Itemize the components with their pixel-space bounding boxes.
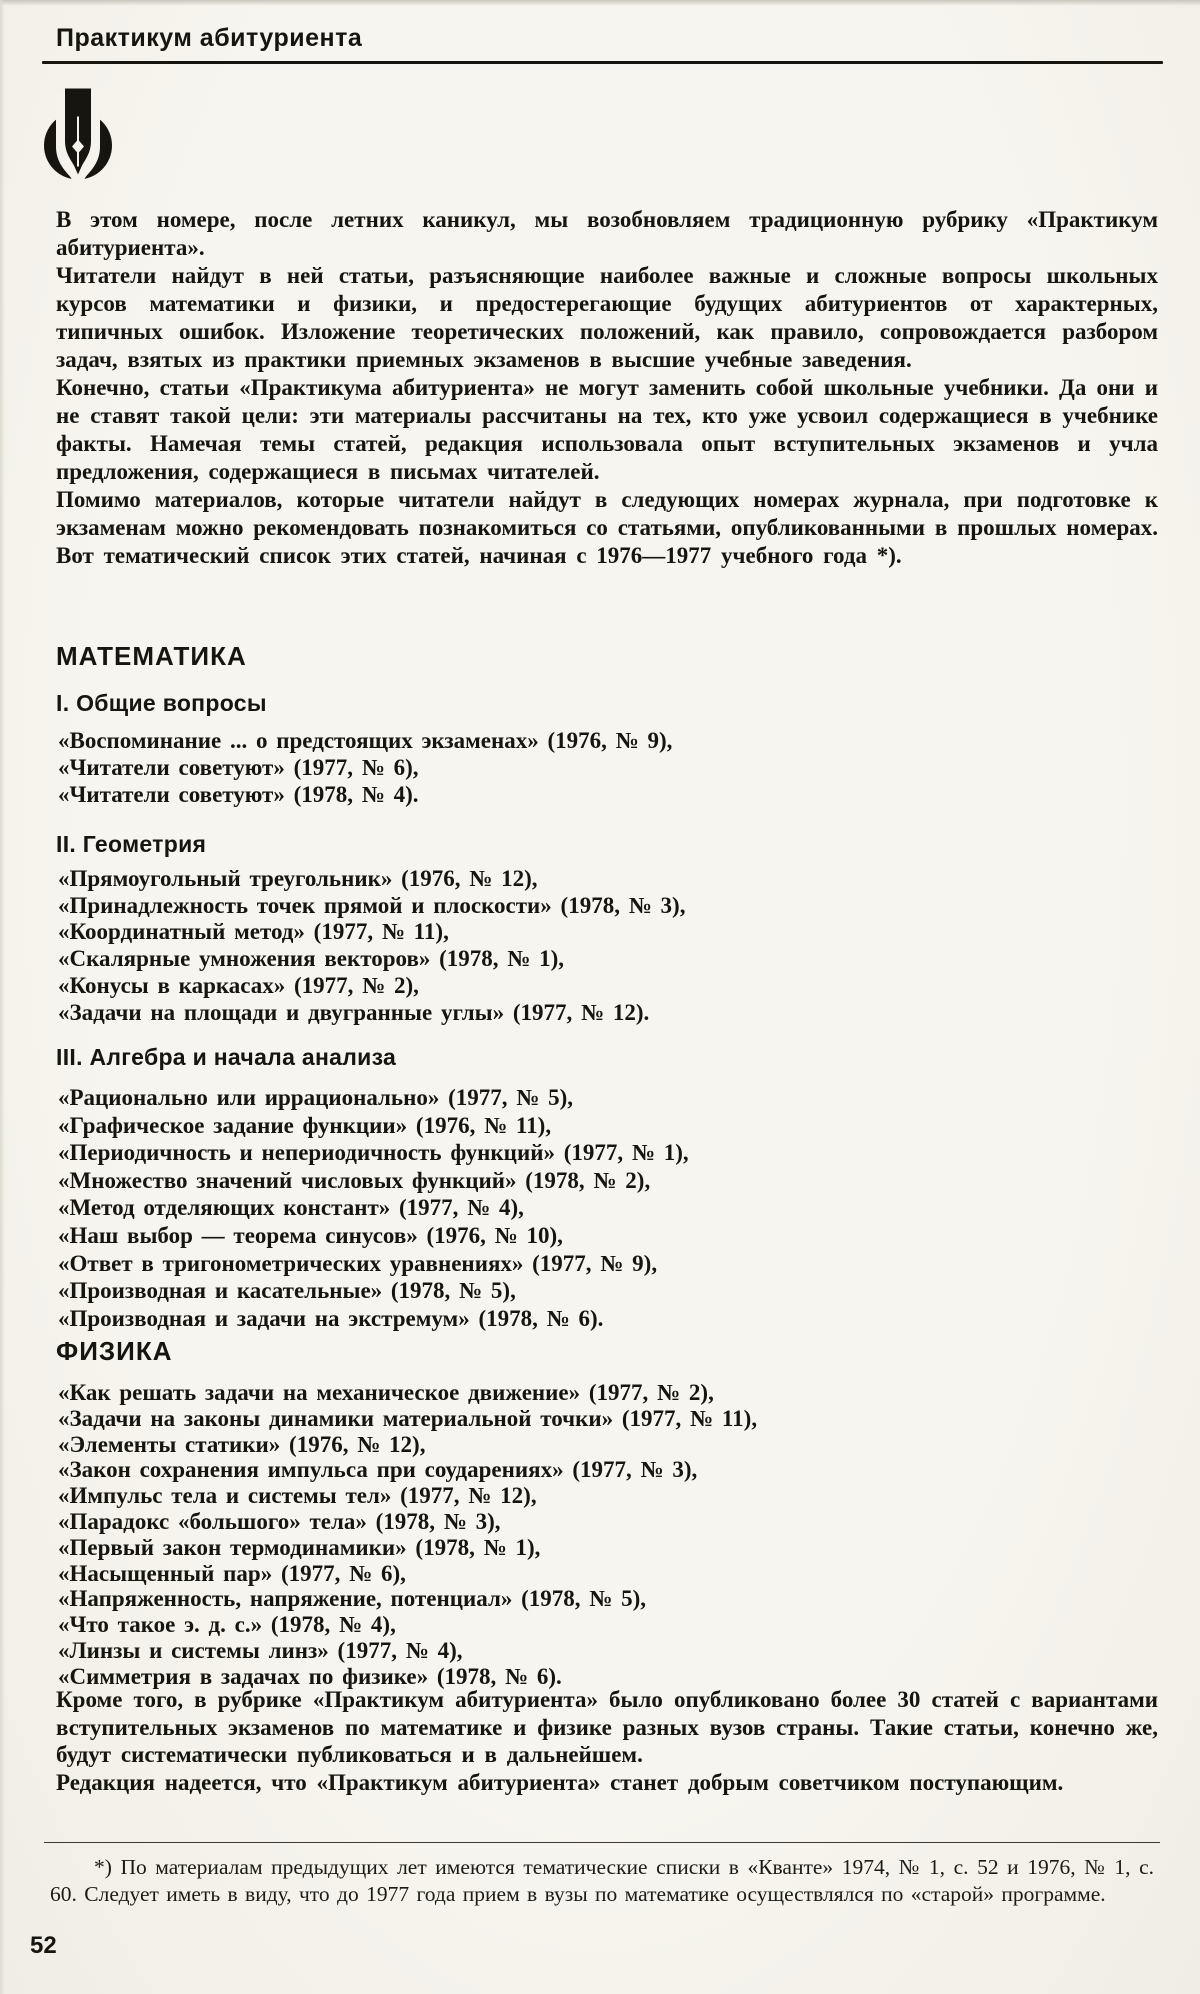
- footnote-text: *) По материалам предыдущих лет имеются тематические списки в «Кванте» 1974, № 1, с. 52 и 1976, № 1, с. 60. Следует иметь в виду, что до 1977 года прием в вузы по математике осуществлялся по «старой» программе.: [50, 1855, 1154, 1906]
- article-list-physics: [58, 1380, 1160, 1690]
- closing-text-block: [56, 1686, 1158, 1796]
- intro-paragraph: Помимо материалов, которые читатели найдут в следующих номерах журнала, при подготовке к экзаменам можно рекомендовать познакомиться со статьями, опубликованными в прошлых номерах. Вот тематический список этих статей, начиная с 1976—1977 учебного года *).: [56, 487, 1158, 568]
- subsection-heading-geometry: II. Геометрия: [56, 831, 207, 857]
- article-list-item: «Периодичность и непериодичность функций» (1977, № 1),: [58, 1140, 689, 1166]
- article-list-item: «Симметрия в задачах по физике» (1978, № 6).: [58, 1663, 562, 1689]
- intro-paragraph: Читатели найдут в ней статьи, разъясняющие наиболее важные и сложные вопросы школьных курсов математики и физики, и предостерегающие будущих абитуриентов от характерных, типичных ошибок. Изложение теоретических положений, как правило, сопровождается разбором задач, взятых из практики приемных экзаменов в высшие учебные заведения.: [56, 263, 1158, 372]
- article-list-item: «Читатели советуют» (1977, № 6),: [58, 755, 419, 780]
- article-list-item: «Наш выбор — теорема синусов» (1976, № 10),: [58, 1222, 563, 1248]
- pen-nib-icon: [38, 88, 118, 196]
- article-list-item: «Ответ в тригонометрических уравнениях» (1977, № 9),: [58, 1250, 658, 1276]
- intro-paragraph: Конечно, статьи «Практикума абитуриента» не могут заменить собой школьные учебники. Да они и не ставят такой цели: эти материалы рассчитаны на тех, кто уже усвоил содержащиеся в учебнике факты. Намечая темы статей, редакция использовала опыт вступительных экзаменов и учла предложения, содержащиеся в письмах читателей.: [56, 375, 1158, 484]
- article-list-item: «Насыщенный пар» (1977, № 6),: [58, 1560, 406, 1586]
- footnote-rule: [44, 1842, 1160, 1843]
- article-list-item: «Производная и задачи на экстремум» (1978, № 6).: [58, 1305, 604, 1331]
- article-list-item: «Воспоминание ... о предстоящих экзаменах» (1976, № 9),: [58, 728, 673, 753]
- article-list-general: [58, 727, 1160, 808]
- article-list-item: «Элементы статики» (1976, № 12),: [58, 1431, 426, 1457]
- intro-paragraph: В этом номере, после летних каникул, мы возобновляем традиционную рубрику «Практикум абитуриента».: [56, 207, 1158, 260]
- article-list-item: «Первый закон термодинамики» (1978, № 1),: [58, 1534, 541, 1560]
- article-list-item: «Что такое э. д. с.» (1978, № 4),: [58, 1612, 396, 1638]
- article-list-item: «Принадлежность точек прямой и плоскости» (1978, № 3),: [58, 892, 686, 918]
- intro-text-block: [56, 206, 1158, 570]
- scan-edge-left: [0, 0, 5, 1994]
- article-list-item: «Закон сохранения импульса при соударениях» (1977, № 3),: [58, 1457, 698, 1483]
- article-list-item: «Напряженность, напряжение, потенциал» (1978, № 5),: [58, 1586, 647, 1612]
- subsection-heading-general-questions: I. Общие вопросы: [56, 690, 267, 716]
- article-list-item: «Конусы в каркасах» (1977, № 2),: [58, 972, 419, 998]
- article-list-item: «Читатели советуют» (1978, № 4).: [58, 782, 419, 807]
- article-list-item: «Как решать задачи на механическое движение» (1977, № 2),: [58, 1380, 714, 1405]
- article-list-geometry: [58, 866, 1160, 1026]
- page-number: 52: [30, 1932, 57, 1959]
- article-list-item: «Графическое задание функции» (1976, № 11),: [58, 1112, 552, 1138]
- article-list-item: «Задачи на законы динамики материальной точки» (1977, № 11),: [58, 1405, 758, 1431]
- article-list-algebra: [58, 1084, 1160, 1332]
- scan-edge-top: [0, 0, 1200, 6]
- article-list-item: «Задачи на площади и двугранные углы» (1977, № 12).: [58, 999, 650, 1025]
- article-list-item: «Прямоугольный треугольник» (1976, № 12),: [58, 866, 538, 891]
- rubric-masthead: Практикум абитуриента: [56, 24, 363, 52]
- masthead-rule: [42, 61, 1163, 64]
- closing-paragraph: Редакция надеется, что «Практикум абитуриента» станет добрым советчиком поступающим.: [56, 1769, 1064, 1795]
- closing-paragraph: Кроме того, в рубрике «Практикум абитуриента» было опубликовано более 30 статей с вариантами вступительных экзаменов по математике и физике разных вузов страны. Такие статьи, конечно же, будут систематически публиковаться и в дальнейшем.: [56, 1687, 1158, 1768]
- section-heading-mathematics: МАТЕМАТИКА: [56, 641, 247, 671]
- article-list-item: «Координатный метод» (1977, № 11),: [58, 919, 449, 945]
- article-list-item: «Метод отделяющих констант» (1977, № 4),: [58, 1195, 524, 1221]
- article-list-item: «Рационально или иррационально» (1977, № 5),: [58, 1085, 574, 1110]
- subsection-heading-algebra: III. Алгебра и начала анализа: [56, 1044, 397, 1070]
- section-heading-physics: ФИЗИКА: [56, 1336, 173, 1366]
- article-list-item: «Импульс тела и системы тел» (1977, № 12),: [58, 1483, 537, 1509]
- article-list-item: «Линзы и системы линз» (1977, № 4),: [58, 1637, 463, 1663]
- article-list-item: «Скалярные умножения векторов» (1978, № 1),: [58, 946, 565, 972]
- article-list-item: «Парадокс «большого» тела» (1978, № 3),: [58, 1508, 501, 1534]
- article-list-item: «Производная и касательные» (1978, № 5),: [58, 1278, 516, 1304]
- article-list-item: «Множество значений числовых функций» (1978, № 2),: [58, 1167, 651, 1193]
